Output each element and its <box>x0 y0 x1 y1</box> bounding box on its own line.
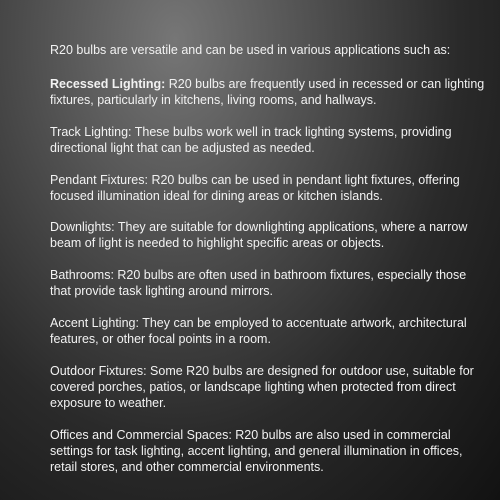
item-line: Offices and Commercial Spaces: R20 bulbs are also used in commercial <box>50 427 451 442</box>
item-line: exposure to weather. <box>50 395 167 410</box>
list-item-accent-lighting <box>50 315 480 347</box>
item-line <box>50 76 485 92</box>
item-line: retail stores, and other commercial environments. <box>50 459 324 474</box>
item-text: R20 bulbs are frequently used in recessed or can lighting <box>165 77 485 91</box>
item-line: Track Lighting: These bulbs work well in track lighting systems, providing <box>50 124 452 139</box>
item-line: Pendant Fixtures: R20 bulbs can be used in pendant light fixtures, offering <box>50 172 460 187</box>
list-item-pendant-fixtures <box>50 172 480 204</box>
list-item-track-lighting <box>50 124 480 156</box>
item-line: settings for task lighting, accent lighting, and general illumination in offices, <box>50 443 463 458</box>
list-item-offices-commercial <box>50 427 480 475</box>
item-line: focused illumination ideal for dining areas or kitchen islands. <box>50 188 383 203</box>
item-line: Bathrooms: R20 bulbs are often used in bathroom fixtures, especially those <box>50 268 467 283</box>
item-line: that provide task lighting around mirrors. <box>50 284 274 299</box>
item-label-bold: Recessed Lighting: <box>50 77 166 91</box>
item-line: fixtures, particularly in kitchens, living rooms, and hallways. <box>50 93 377 107</box>
item-line: Outdoor Fixtures: Some R20 bulbs are designed for outdoor use, suitable for <box>50 363 474 378</box>
item-line: Accent Lighting: They can be employed to accentuate artwork, architectural <box>50 315 467 330</box>
list-item-downlights <box>50 219 480 251</box>
text-panel <box>50 42 485 490</box>
list-item-bathrooms <box>50 267 480 299</box>
item-line: Downlights: They are suitable for downlighting applications, where a narrow <box>50 220 468 235</box>
item-line: features, or other focal points in a room. <box>50 331 271 346</box>
item-line: directional light that can be adjusted as needed. <box>50 140 315 155</box>
item-line: covered porches, patios, or landscape lighting when protected from direct <box>50 379 456 394</box>
list-item-recessed-lighting <box>50 76 485 108</box>
list-item-outdoor-fixtures <box>50 363 480 411</box>
item-line: beam of light is needed to highlight specific areas or objects. <box>50 236 385 251</box>
intro-text: R20 bulbs are versatile and can be used in various applications such as: <box>50 43 451 57</box>
